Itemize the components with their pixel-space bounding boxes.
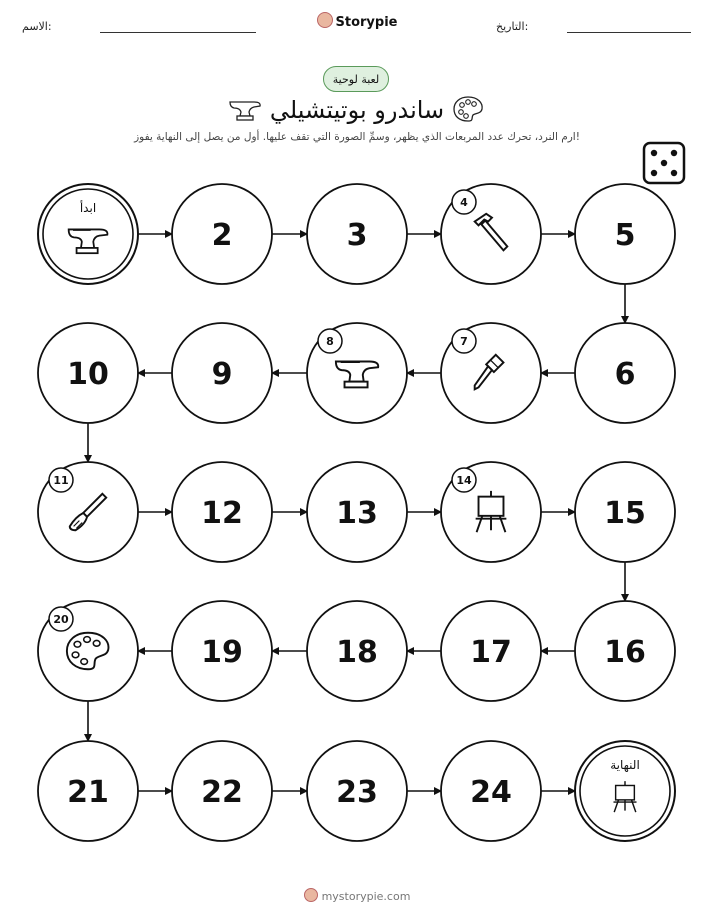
footer-url[interactable]: mystorypie.com: [321, 890, 411, 903]
board-cell-6[interactable]: [575, 323, 675, 423]
cell-number: 10: [67, 357, 109, 392]
board-cell-15[interactable]: [575, 462, 675, 562]
board-cell-23[interactable]: [307, 741, 407, 841]
board-cell-25[interactable]: [575, 741, 675, 841]
cell-number: 14: [456, 474, 472, 487]
end-label: النهاية: [610, 758, 640, 772]
board-cell-9[interactable]: [172, 323, 272, 423]
board-cell-11[interactable]: [38, 462, 138, 562]
board-cell-2[interactable]: [172, 184, 272, 284]
bear-icon: [304, 888, 318, 902]
cell-number: 7: [460, 335, 468, 348]
cell-number: 13: [336, 496, 378, 531]
board-cell-12[interactable]: [172, 462, 272, 562]
cell-number: 4: [460, 196, 468, 209]
board-cell-18[interactable]: [307, 601, 407, 701]
cell-number: 8: [326, 335, 334, 348]
board-cell-13[interactable]: [307, 462, 407, 562]
cell-number: 21: [67, 775, 109, 810]
cell-number: 18: [336, 635, 378, 670]
cell-number: 5: [614, 218, 636, 253]
cell-number: 19: [201, 635, 243, 670]
board-cell-16[interactable]: [575, 601, 675, 701]
cell-number: 16: [604, 635, 646, 670]
cell-number: 22: [201, 775, 243, 810]
name-label: الاسم:: [22, 20, 52, 33]
cell-number: 24: [470, 775, 512, 810]
cell-number: 15: [604, 496, 646, 531]
dice[interactable]: [644, 143, 684, 183]
cell-number: 3: [346, 218, 368, 253]
board-cell-1[interactable]: [38, 184, 138, 284]
board-cell-8[interactable]: [307, 323, 407, 423]
board-cell-4[interactable]: [441, 184, 541, 284]
board-cell-21[interactable]: [38, 741, 138, 841]
cell-number: 9: [211, 357, 233, 392]
date-label: التاريخ:: [496, 20, 529, 33]
cell-number: 2: [211, 218, 233, 253]
instructions: ارم النرد، تحرك عدد المربعات الذي يظهر، وسمِّ الصورة التي تقف عليها. أول من يصل إلى النهاية يفوز!: [134, 131, 580, 143]
cell-number: 20: [53, 613, 69, 626]
brand-name: Storypie: [335, 15, 398, 30]
game-type-badge: لعبة لوحية: [323, 66, 389, 92]
board-cell-5[interactable]: [575, 184, 675, 284]
cell-number: 12: [201, 496, 243, 531]
cell-number: 23: [336, 775, 378, 810]
cell-number: 17: [470, 635, 512, 670]
board-cell-7[interactable]: [441, 323, 541, 423]
footer: [0, 888, 714, 903]
board-cell-14[interactable]: [441, 462, 541, 562]
board-cell-10[interactable]: [38, 323, 138, 423]
board-cell-20[interactable]: [38, 601, 138, 701]
cell-number: 11: [53, 474, 69, 487]
start-label: ابدأ: [79, 201, 97, 215]
page-title: ساندرو بوتيتشيلي: [269, 96, 445, 124]
cell-number: 6: [614, 357, 636, 392]
board-cell-17[interactable]: [441, 601, 541, 701]
board-cell-22[interactable]: [172, 741, 272, 841]
board-cells: [38, 184, 675, 841]
board-cell-19[interactable]: [172, 601, 272, 701]
board-cell-24[interactable]: [441, 741, 541, 841]
board-cell-3[interactable]: [307, 184, 407, 284]
